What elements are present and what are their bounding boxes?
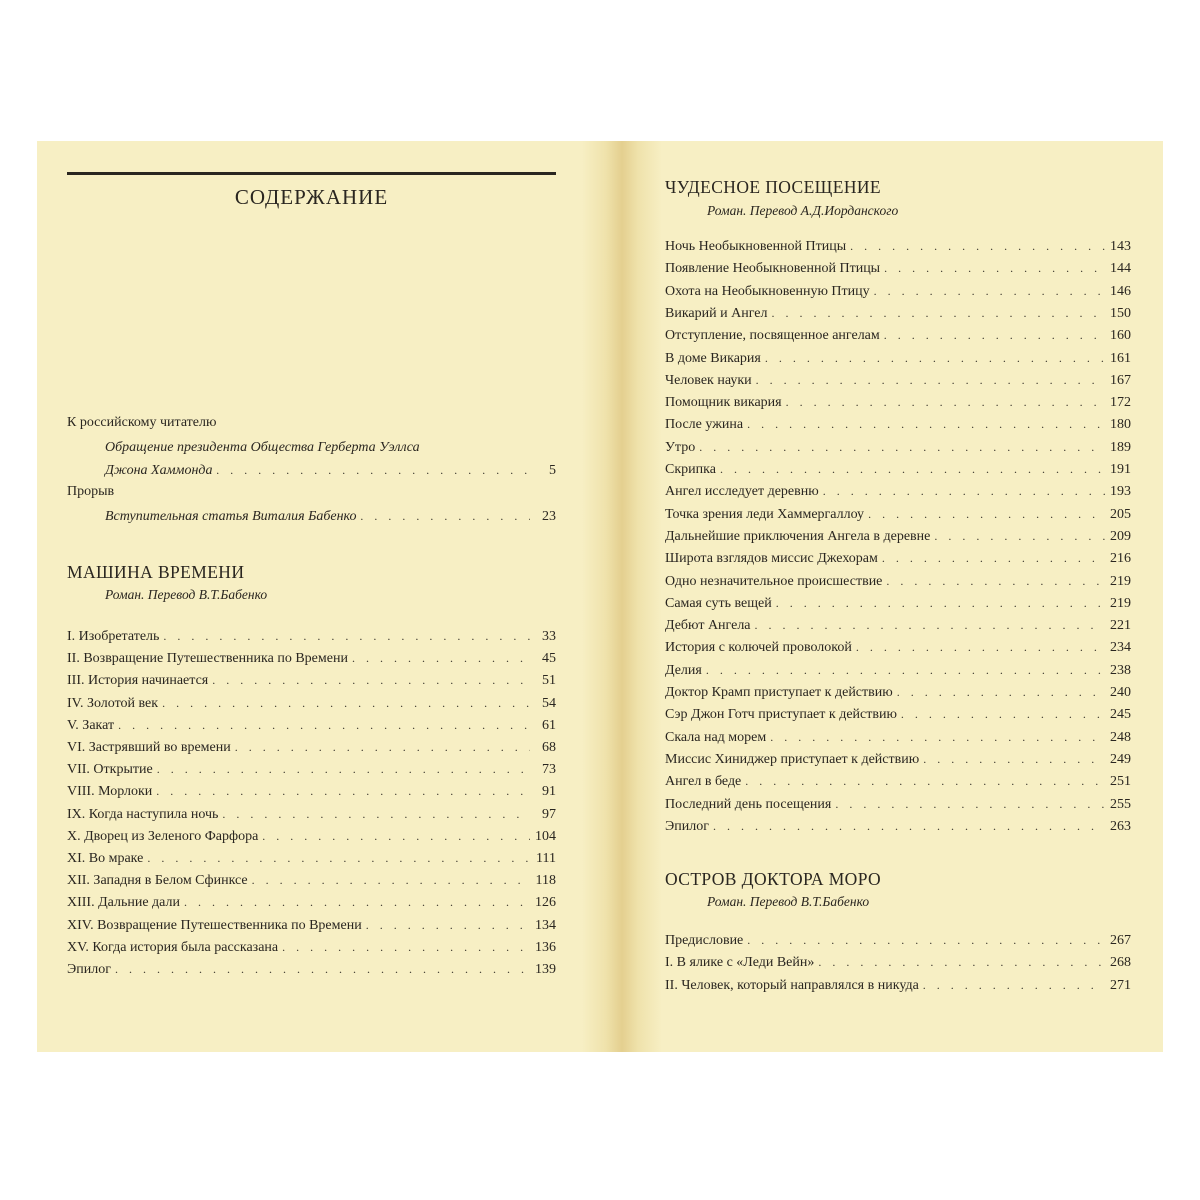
leader-dots (856, 636, 1105, 658)
toc-row[interactable] (665, 391, 1131, 413)
leader-dots (147, 847, 530, 869)
toc-page: 111 (536, 851, 556, 866)
toc-label: Утро (665, 439, 696, 455)
toc-row[interactable] (665, 592, 1131, 614)
toc-page: 249 (1110, 751, 1131, 767)
reader-heading: К российскому читателю (67, 415, 217, 430)
toc-label: XII. Западня в Белом Сфинксе (67, 873, 248, 889)
leader-dots (720, 458, 1105, 480)
leader-dots (156, 780, 530, 802)
toc-page: 263 (1110, 818, 1131, 834)
toc-label: Эпилог (665, 818, 709, 834)
leader-dots (184, 891, 530, 913)
leader-dots (823, 480, 1105, 502)
leader-dots (755, 614, 1105, 636)
toc-row[interactable] (67, 647, 556, 669)
toc-label: Самая суть вещей (665, 595, 772, 611)
leader-dots (252, 869, 530, 891)
leader-dots (901, 703, 1105, 725)
toc-page: 33 (542, 629, 556, 644)
toc-label: XIV. Возвращение Путешественника по Времени (67, 917, 362, 933)
toc-page: 61 (542, 717, 556, 733)
toc-page: 216 (1110, 551, 1131, 567)
toc-label: Дальнейшие приключения Ангела в деревне (665, 528, 931, 544)
toc-label: Человек науки (665, 372, 752, 388)
toc-page: 104 (535, 828, 556, 844)
leader-dots (747, 929, 1105, 951)
toc-page: 219 (1110, 573, 1131, 589)
toc-page: 238 (1110, 662, 1131, 678)
toc-row[interactable] (665, 614, 1131, 636)
toc-row[interactable] (665, 726, 1131, 748)
toc-label: VI. Застрявший во времени (67, 740, 231, 755)
toc-row[interactable] (665, 681, 1131, 703)
leader-dots (352, 647, 530, 669)
toc-row[interactable] (665, 659, 1131, 681)
toc-row[interactable] (665, 748, 1131, 770)
leader-dots (361, 505, 530, 527)
toc-label: XI. Во мраке (67, 851, 144, 866)
toc-page: 172 (1110, 395, 1131, 411)
toc-label: Ангел исследует деревню (665, 484, 819, 500)
toc-label: Делия (665, 662, 702, 678)
leader-dots (713, 815, 1105, 837)
toc-row[interactable] (665, 480, 1131, 502)
toc-row[interactable] (665, 324, 1131, 346)
leader-dots (262, 825, 530, 847)
toc-page: 146 (1110, 283, 1131, 299)
leader-dots (756, 369, 1105, 391)
toc-label: I. Изобретатель (67, 629, 160, 644)
toc-row[interactable] (665, 703, 1131, 725)
header-rule (67, 172, 556, 175)
breakthrough-heading: Прорыв (67, 484, 115, 499)
leader-dots (282, 936, 530, 958)
toc-label: Скрипка (665, 462, 716, 477)
toc-row[interactable] (67, 803, 556, 825)
toc-page: 144 (1110, 261, 1131, 277)
toc-label: V. Закат (67, 717, 115, 733)
toc-row[interactable] (665, 770, 1131, 792)
toc-page: 221 (1110, 618, 1131, 634)
toc-page: 245 (1110, 707, 1131, 723)
leader-dots (882, 547, 1105, 569)
toc-row[interactable] (665, 458, 1131, 480)
toc-page: 189 (1110, 439, 1131, 455)
toc-page: 191 (1110, 462, 1131, 477)
toc-row[interactable] (665, 413, 1131, 435)
toc-label: Точка зрения леди Хаммергаллоу (665, 506, 865, 522)
book-spread (37, 141, 1163, 1052)
toc-row[interactable] (67, 958, 556, 980)
toc-row[interactable] (67, 669, 556, 691)
toc-label: VIII. Морлоки (67, 784, 153, 800)
toc-page: 73 (542, 762, 556, 778)
toc-label: Появление Необыкновенной Птицы (665, 261, 881, 277)
section-subtitle-island: Роман. Перевод В.Т.Бабенко (707, 894, 870, 909)
toc-label: II. Человек, который направлялся в никуда (665, 977, 919, 993)
toc-label: Вступительная статья Виталия Бабенко (105, 509, 357, 524)
toc-page: 193 (1110, 484, 1131, 500)
leader-dots (884, 324, 1105, 346)
leader-dots (157, 758, 530, 780)
leader-dots (934, 525, 1105, 547)
toc-row[interactable] (665, 280, 1131, 302)
toc-label: Доктор Крамп приступает к действию (665, 685, 893, 700)
toc-page: 234 (1110, 640, 1131, 656)
section-subtitle-wonderful-visit: Роман. Перевод А.Д.Иорданского (707, 203, 899, 218)
toc-row[interactable] (67, 780, 556, 802)
toc-page: 268 (1110, 955, 1131, 971)
toc-row-reader[interactable] (105, 459, 556, 481)
toc-row[interactable] (665, 929, 1131, 951)
toc-label: Охота на Необыкновенную Птицу (665, 283, 870, 299)
toc-page: 180 (1110, 417, 1131, 433)
toc-label: Дебют Ангела (665, 618, 751, 634)
toc-row[interactable] (67, 625, 556, 647)
leader-dots (747, 413, 1105, 435)
toc-label: Сэр Джон Готч приступает к действию (665, 707, 897, 723)
leader-dots (765, 347, 1105, 369)
leader-dots (212, 669, 530, 691)
toc-label: XV. Когда история была рассказана (67, 939, 279, 955)
toc-page: 45 (542, 651, 556, 667)
toc-label: Эпилог (67, 962, 111, 977)
toc-page: 51 (542, 673, 556, 689)
toc-page: 205 (1110, 506, 1131, 522)
toc-page: 97 (542, 806, 556, 822)
toc-row[interactable] (665, 436, 1131, 458)
toc-row[interactable] (665, 951, 1131, 973)
toc-label: X. Дворец из Зеленого Фарфора (67, 828, 259, 844)
leader-dots (216, 459, 530, 481)
toc-page: 160 (1110, 328, 1131, 344)
toc-row[interactable] (665, 235, 1131, 257)
toc-label: Джона Хаммонда (105, 463, 213, 478)
toc-label: Скала над морем (665, 729, 767, 745)
toc-page: 126 (535, 895, 556, 911)
toc-page: 91 (542, 784, 556, 800)
leader-dots (706, 659, 1105, 681)
toc-page: 161 (1110, 350, 1131, 366)
leader-dots (923, 974, 1105, 996)
toc-row[interactable] (665, 525, 1131, 547)
leader-dots (874, 280, 1105, 302)
toc-page: 143 (1110, 239, 1131, 254)
toc-page: 134 (535, 917, 556, 933)
toc-row[interactable] (665, 636, 1131, 658)
toc-row[interactable] (67, 891, 556, 913)
toc-label: Ночь Необыкновенной Птицы (665, 239, 847, 254)
leader-dots (118, 714, 530, 736)
toc-label: Ангел в беде (665, 774, 742, 790)
toc-label: Последний день посещения (665, 796, 832, 812)
toc-row[interactable] (665, 547, 1131, 569)
toc-label: XIII. Дальние дали (67, 895, 180, 911)
toc-page: 23 (542, 509, 556, 524)
toc-row-breakthrough[interactable] (105, 505, 556, 527)
toc-label: Миссис Хиниджер приступает к действию (665, 751, 920, 767)
toc-row[interactable] (67, 936, 556, 958)
toc-row[interactable] (665, 974, 1131, 996)
section-title-wonderful-visit: ЧУДЕСНОЕ ПОСЕЩЕНИЕ (665, 177, 881, 197)
leader-dots (776, 592, 1105, 614)
leader-dots (115, 958, 530, 980)
toc-page: 5 (549, 463, 556, 478)
toc-label: После ужина (665, 417, 744, 433)
leader-dots (886, 570, 1105, 592)
leader-dots (835, 793, 1105, 815)
toc-label: Предисловие (665, 933, 744, 948)
leader-dots (884, 257, 1105, 279)
toc-label: Отступление, посвященное ангелам (665, 328, 880, 344)
toc-row[interactable] (665, 347, 1131, 369)
toc-row[interactable] (67, 692, 556, 714)
leader-dots (699, 436, 1105, 458)
toc-row[interactable] (665, 815, 1131, 837)
toc-label: История с колючей проволокой (665, 640, 852, 656)
toc-page: 68 (542, 740, 556, 755)
leader-dots (222, 803, 530, 825)
toc-row[interactable] (67, 758, 556, 780)
toc-label: IV. Золотой век (67, 695, 159, 711)
toc-page: 219 (1110, 595, 1131, 611)
toc-page: 139 (535, 962, 556, 977)
toc-row[interactable] (665, 570, 1131, 592)
toc-row[interactable] (67, 736, 556, 758)
leader-dots (745, 770, 1105, 792)
toc-row[interactable] (665, 369, 1131, 391)
reader-line-1: Обращение президента Общества Герберта Уэллса (105, 440, 420, 455)
leader-dots (771, 302, 1105, 324)
toc-row[interactable] (67, 914, 556, 936)
section-title-time-machine: МАШИНА ВРЕМЕНИ (67, 562, 245, 582)
toc-label: Одно незначительное происшествие (665, 573, 883, 589)
leader-dots (923, 748, 1105, 770)
toc-label: I. В ялике с «Леди Вейн» (665, 955, 815, 971)
toc-page: 251 (1110, 774, 1131, 790)
toc-page: 54 (542, 695, 556, 711)
toc-page: 118 (535, 873, 556, 889)
toc-label: IX. Когда наступила ночь (67, 806, 219, 822)
leader-dots (818, 951, 1105, 973)
toc-page: 150 (1110, 305, 1131, 321)
toc-row[interactable] (67, 869, 556, 891)
toc-label: Викарий и Ангел (665, 305, 768, 321)
toc-label: Широта взглядов миссис Джехорам (665, 551, 878, 567)
toc-page: 267 (1110, 933, 1131, 948)
toc-page: 248 (1110, 729, 1131, 745)
leader-dots (366, 914, 530, 936)
toc-label: II. Возвращение Путешественника по Времени (67, 651, 348, 667)
toc-label: Помощник викария (665, 395, 782, 411)
toc-page: 271 (1110, 977, 1131, 993)
toc-page: 240 (1110, 685, 1131, 700)
toc-row[interactable] (67, 847, 556, 869)
leader-dots (850, 235, 1105, 257)
toc-label: III. История начинается (67, 673, 209, 689)
toc-row[interactable] (67, 714, 556, 736)
leader-dots (868, 503, 1105, 525)
leader-dots (786, 391, 1105, 413)
toc-row[interactable] (665, 302, 1131, 324)
toc-label: В доме Викария (665, 350, 761, 366)
section-subtitle-time-machine: Роман. Перевод В.Т.Бабенко (105, 587, 268, 602)
toc-row[interactable] (67, 825, 556, 847)
toc-row[interactable] (665, 257, 1131, 279)
contents-title: СОДЕРЖАНИЕ (234, 185, 389, 209)
toc-page: 209 (1110, 528, 1131, 544)
toc-row[interactable] (665, 793, 1131, 815)
leader-dots (897, 681, 1105, 703)
leader-dots (163, 625, 530, 647)
leader-dots (235, 736, 530, 758)
toc-page: 136 (535, 939, 556, 955)
leader-dots (162, 692, 530, 714)
section-title-island: ОСТРОВ ДОКТОРА МОРО (665, 869, 882, 889)
book-gutter (582, 141, 662, 1052)
toc-label: VII. Открытие (67, 762, 153, 778)
toc-row[interactable] (665, 503, 1131, 525)
leader-dots (770, 726, 1105, 748)
toc-page: 255 (1110, 796, 1131, 812)
toc-page: 167 (1110, 372, 1131, 388)
